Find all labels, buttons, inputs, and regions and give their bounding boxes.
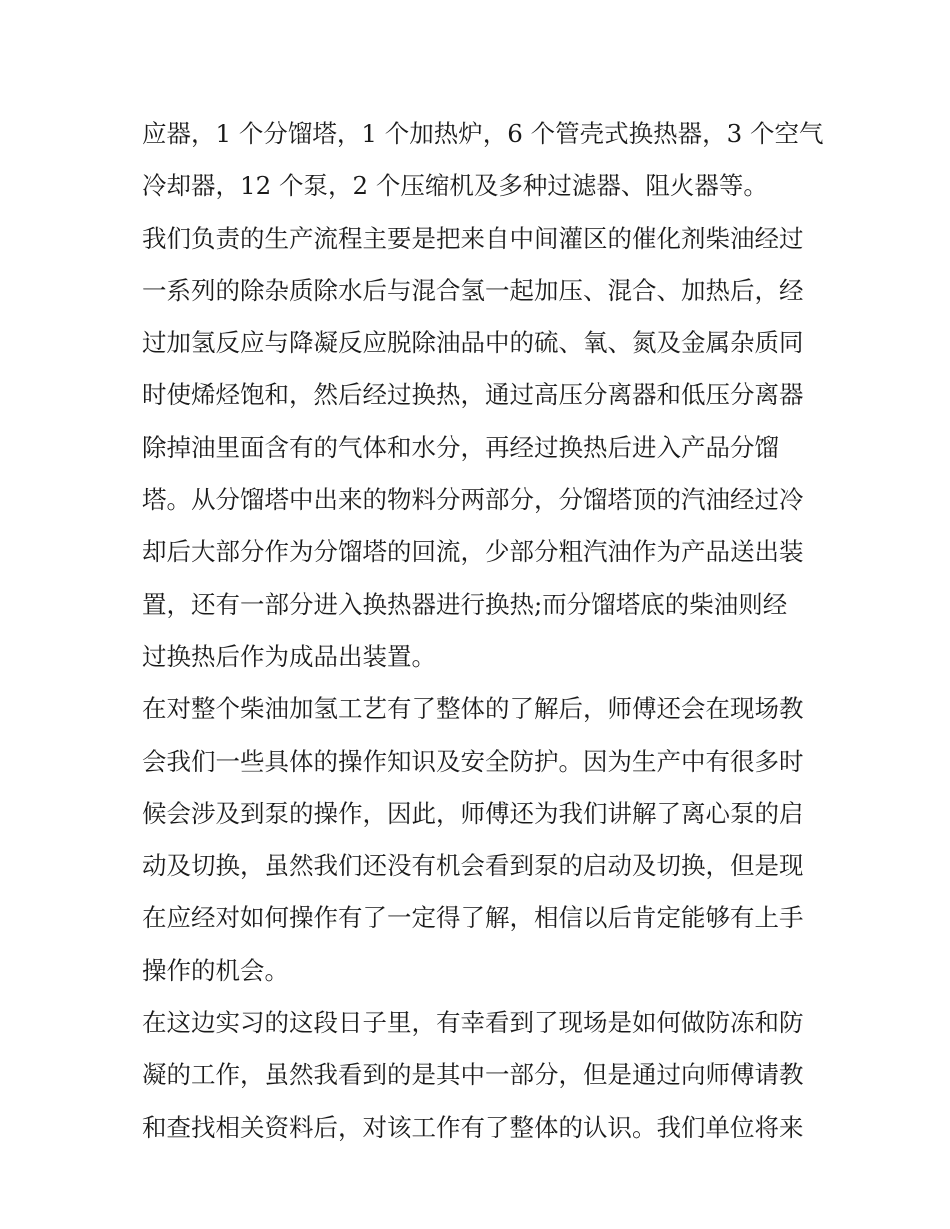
text-line: 却后大部分作为分馏塔的回流，少部分粗汽油作为产品送出装 <box>142 537 804 567</box>
text-line: 塔。从分馏塔中出来的物料分两部分，分馏塔顶的汽油经过冷 <box>142 485 804 515</box>
text-line: 操作的机会。 <box>142 955 289 985</box>
text-line: 和查找相关资料后，对该工作有了整体的认识。我们单位将来 <box>142 1112 804 1142</box>
text-line: 时使烯烃饱和，然后经过换热，通过高压分离器和低压分离器 <box>142 380 804 410</box>
text-line: 过加氢反应与降凝反应脱除油品中的硫、氧、氮及金属杂质同 <box>142 328 804 358</box>
text-line: 应器，1 个分馏塔，1 个加热炉，6 个管壳式换热器，3 个空气 <box>142 119 824 148</box>
text-line: 过换热后作为成品出装置。 <box>142 641 436 671</box>
text-line: 除掉油里面含有的气体和水分，再经过换热后进入产品分馏 <box>142 432 779 462</box>
text-line: 冷却器，12 个泵，2 个压缩机及多种过滤器、阻火器等。 <box>142 171 768 201</box>
text-line: 在对整个柴油加氢工艺有了整体的了解后，师傅还会在现场教 <box>142 694 804 724</box>
text-line: 置，还有一部分进入换热器进行换热;而分馏塔底的柴油则经 <box>142 589 788 619</box>
text-line: 凝的工作，虽然我看到的是其中一部分，但是通过向师傅请教 <box>142 1060 804 1090</box>
text-line: 候会涉及到泵的操作，因此，师傅还为我们讲解了离心泵的启 <box>142 798 804 828</box>
text-line: 动及切换，虽然我们还没有机会看到泵的启动及切换，但是现 <box>142 851 804 881</box>
text-line: 我们负责的生产流程主要是把来自中间灌区的催化剂柴油经过 <box>142 223 804 253</box>
body-text <box>142 108 822 1154</box>
text-line: 在应经对如何操作有了一定得了解，相信以后肯定能够有上手 <box>142 903 804 933</box>
text-line: 会我们一些具体的操作知识及安全防护。因为生产中有很多时 <box>142 746 804 776</box>
text-line: 一系列的除杂质除水后与混合氢一起加压、混合、加热后，经 <box>142 275 804 305</box>
text-line: 在这边实习的这段日子里，有幸看到了现场是如何做防冻和防 <box>142 1008 804 1038</box>
